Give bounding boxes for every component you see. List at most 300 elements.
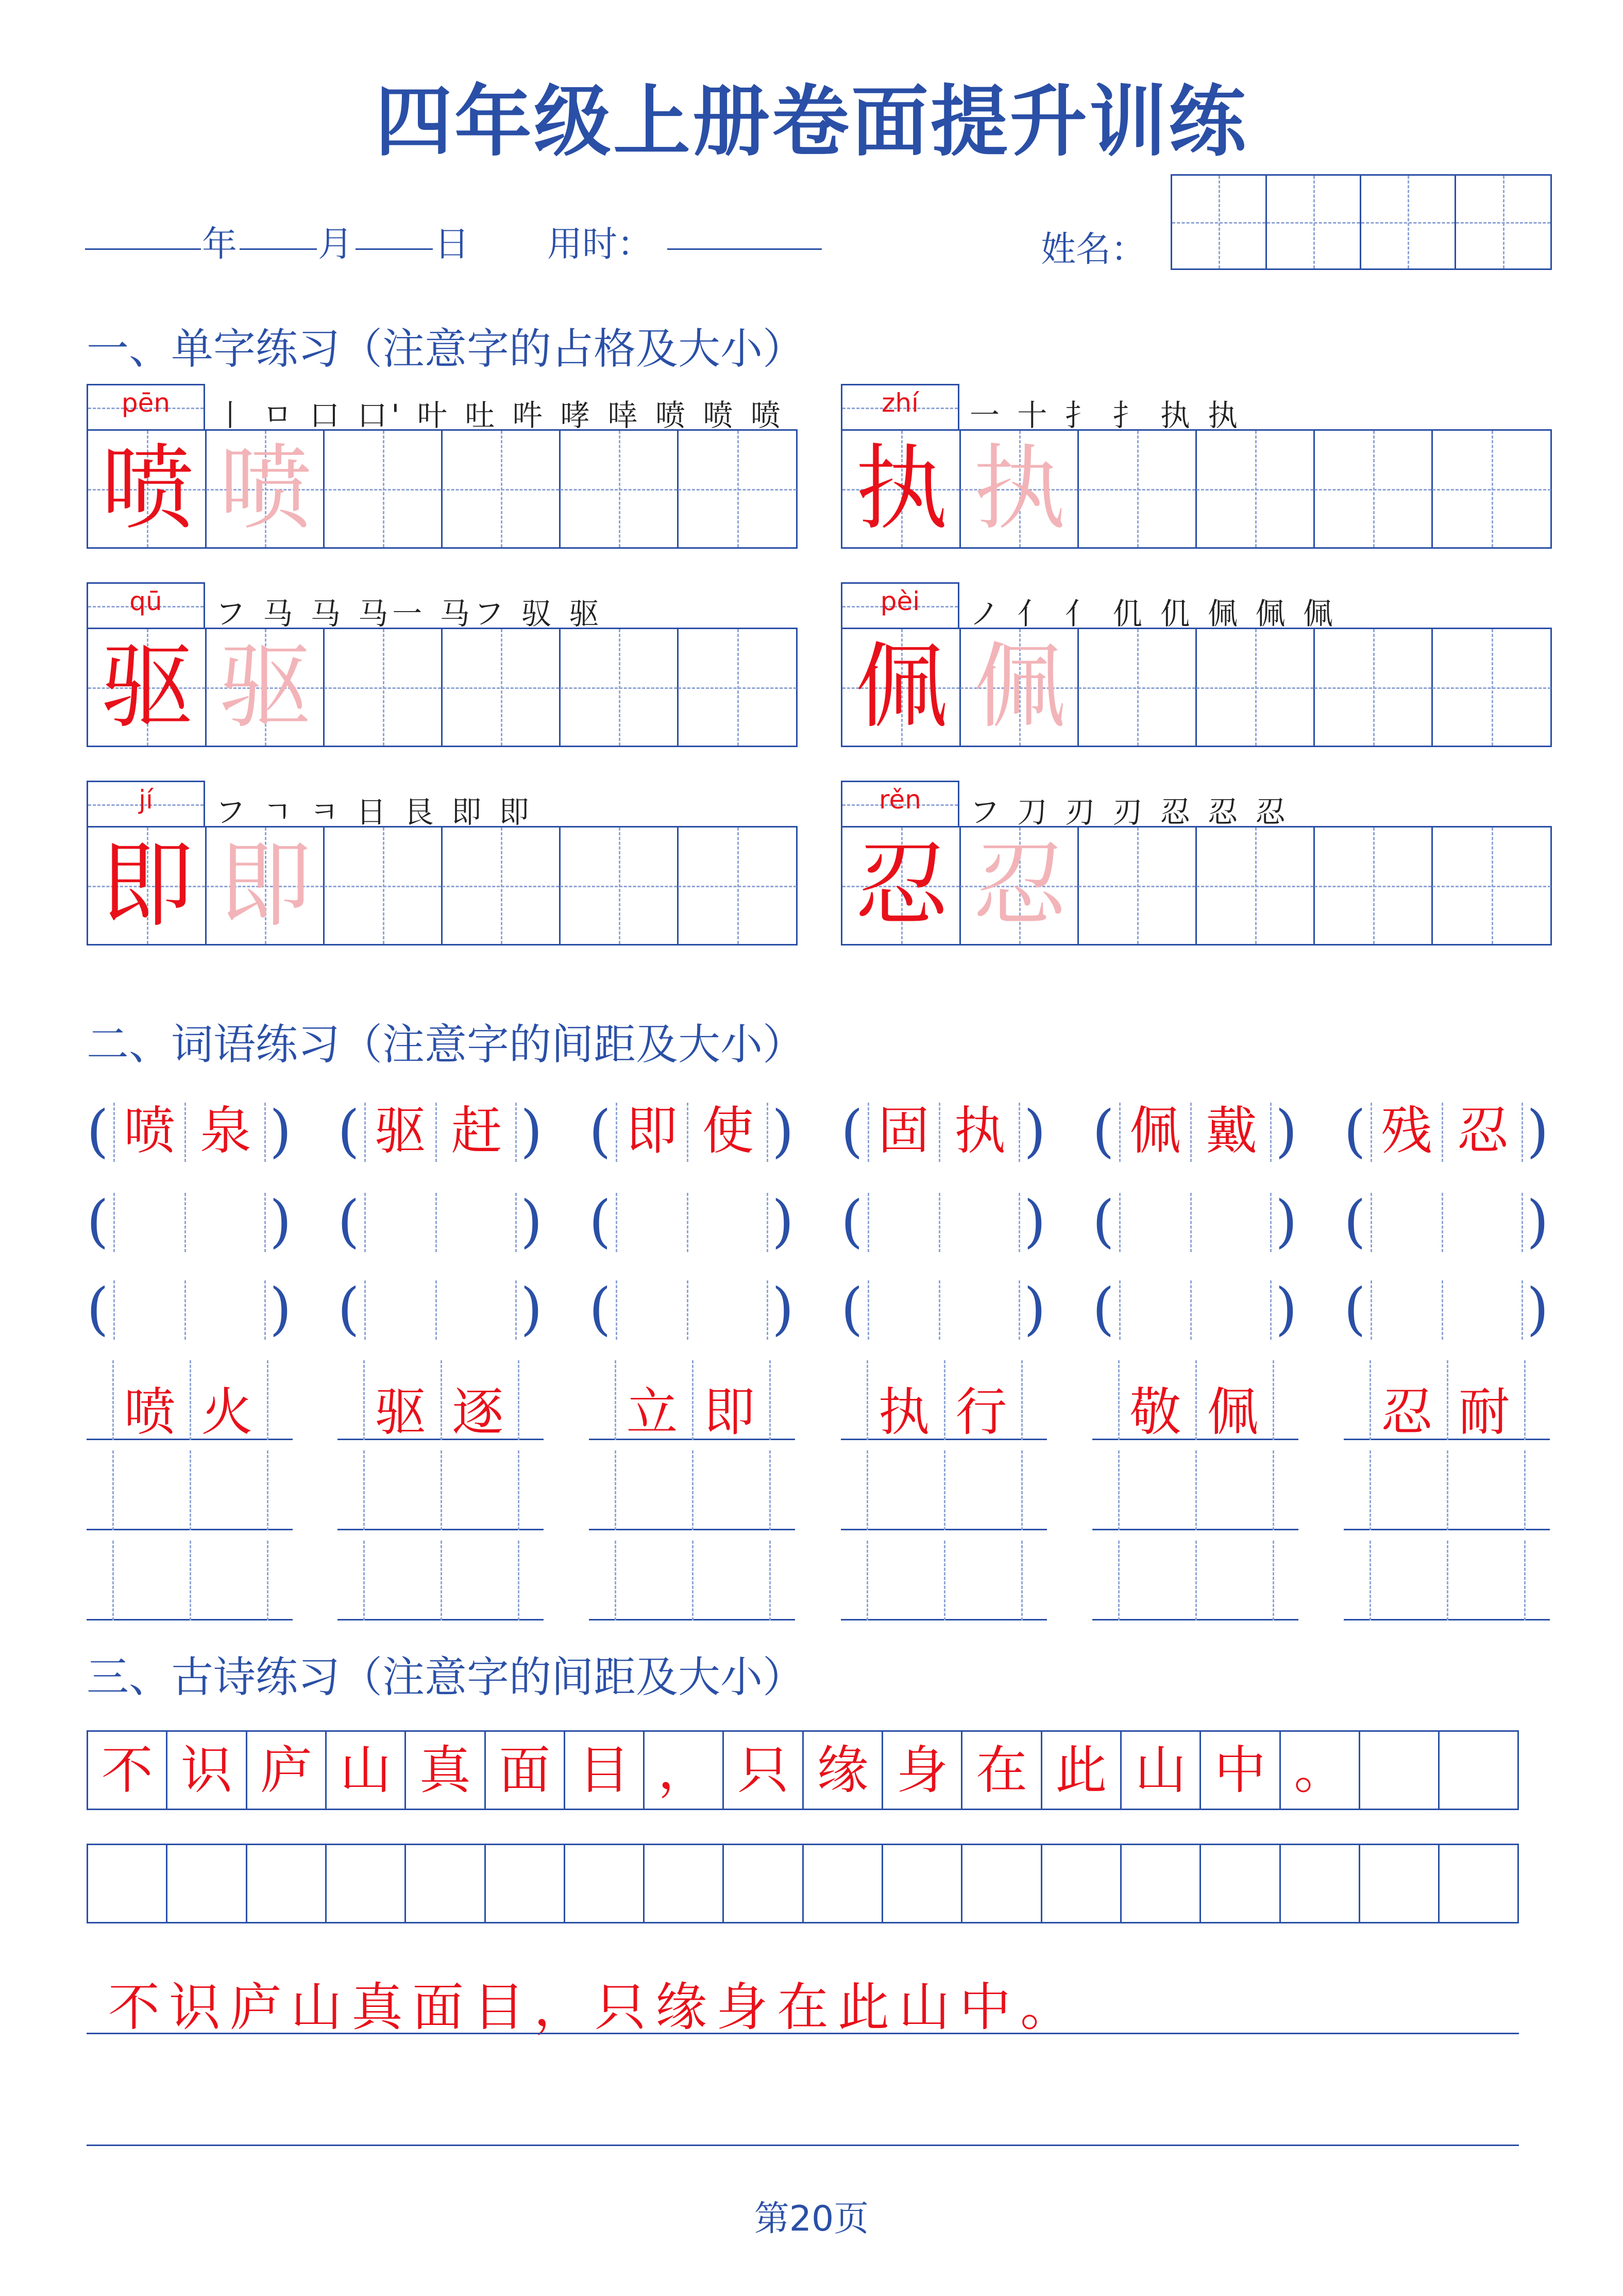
poem-line-text: 不识庐山真面目，只缘身在此山中。 xyxy=(108,1977,1081,2037)
poem-blank-cell[interactable] xyxy=(962,1845,1042,1922)
word-line-guide xyxy=(267,1360,268,1440)
word-char: 喷 xyxy=(124,1101,175,1161)
left-paren: ( xyxy=(1344,1188,1366,1254)
month-label: 月 xyxy=(318,224,353,265)
name-grid[interactable] xyxy=(1171,174,1552,270)
word-line-guide xyxy=(1524,1360,1526,1440)
word-char: 即 xyxy=(626,1101,678,1161)
paren-divider-guide xyxy=(184,1280,186,1340)
writing-grid-row xyxy=(87,628,798,747)
name-cell-guide-h xyxy=(1361,222,1455,224)
word-paren-group[interactable] xyxy=(1344,1275,1550,1342)
trace-character: 忍 xyxy=(973,832,1066,939)
paren-divider-guide xyxy=(939,1193,940,1252)
word-char: 固 xyxy=(878,1101,929,1161)
word-char: 佩 xyxy=(1129,1101,1181,1161)
word-line-group[interactable] xyxy=(841,1450,1047,1530)
paren-divider-guide xyxy=(1521,1193,1523,1252)
poem-char-cell: 面 xyxy=(486,1732,565,1809)
name-cell[interactable] xyxy=(1172,176,1267,268)
stroke-order: ノ 亻 ⺅ 仉 仉 佩 佩 佩 xyxy=(970,596,1338,631)
word-line-guide xyxy=(692,1360,694,1440)
writing-grid-row xyxy=(87,826,798,946)
word-line-guide xyxy=(1273,1541,1274,1620)
poem-blank-cell[interactable] xyxy=(1360,1732,1440,1809)
word-paren-group[interactable] xyxy=(337,1188,544,1255)
blank-writing-cell[interactable] xyxy=(1196,828,1315,944)
left-paren: ( xyxy=(841,1188,863,1254)
right-paren: ) xyxy=(1527,1098,1549,1164)
word-char: 敬 xyxy=(1129,1382,1181,1442)
word-line-group xyxy=(337,1360,544,1440)
left-paren: ( xyxy=(589,1276,611,1342)
word-line-guide xyxy=(190,1541,191,1620)
word-line-guide xyxy=(1524,1450,1526,1530)
trace-character: 喷 xyxy=(218,435,312,543)
blank-writing-cell[interactable] xyxy=(1314,629,1433,746)
right-paren: ) xyxy=(772,1188,794,1254)
word-paren-group[interactable] xyxy=(589,1275,795,1342)
word-line-guide xyxy=(769,1450,771,1530)
paren-divider-guide xyxy=(113,1193,115,1252)
pinyin-text: rěn xyxy=(879,785,921,815)
right-paren: ) xyxy=(1024,1276,1046,1342)
word-paren-group xyxy=(841,1098,1047,1164)
right-paren: ) xyxy=(269,1188,292,1254)
poem-blank-cell[interactable] xyxy=(1440,1845,1519,1922)
left-paren: ( xyxy=(841,1098,863,1164)
poem-char-cell: 庐 xyxy=(247,1732,327,1809)
paren-divider-guide xyxy=(1119,1193,1121,1252)
word-line-guide xyxy=(1021,1360,1023,1440)
pinyin-text: zhí xyxy=(882,388,919,418)
paren-divider-guide xyxy=(1019,1103,1020,1162)
poem-blank-cell[interactable] xyxy=(724,1845,803,1922)
left-paren: ( xyxy=(589,1188,611,1254)
poem-blank-cell[interactable] xyxy=(565,1845,645,1922)
word-char: 行 xyxy=(955,1382,1007,1442)
word-char: 泉 xyxy=(200,1101,251,1161)
paren-divider-guide xyxy=(1019,1280,1020,1340)
paren-divider-guide xyxy=(687,1280,688,1340)
paren-divider-guide xyxy=(1521,1103,1523,1162)
right-paren: ) xyxy=(1275,1276,1297,1342)
name-cell[interactable] xyxy=(1361,176,1456,268)
right-paren: ) xyxy=(1527,1276,1549,1342)
word-line-guide xyxy=(1370,1541,1371,1620)
poem-blank-cell[interactable] xyxy=(1360,1845,1440,1922)
word-paren-group xyxy=(337,1098,544,1164)
sample-cell xyxy=(88,828,207,944)
word-line-group[interactable] xyxy=(87,1450,293,1530)
poem-blank-cell[interactable] xyxy=(247,1845,327,1922)
left-paren: ( xyxy=(337,1188,360,1254)
right-paren: ) xyxy=(520,1188,543,1254)
right-paren: ) xyxy=(1527,1188,1549,1254)
poem-blank-cell[interactable] xyxy=(1201,1845,1280,1922)
word-line-guide xyxy=(769,1541,771,1620)
left-paren: ( xyxy=(1344,1098,1366,1164)
paren-divider-guide xyxy=(113,1280,115,1340)
paren-divider-guide xyxy=(264,1103,266,1162)
poem-blank-cell[interactable] xyxy=(88,1845,167,1922)
word-line-guide xyxy=(692,1541,694,1620)
word-line-guide xyxy=(1195,1360,1197,1440)
right-paren: ) xyxy=(520,1276,543,1342)
poem-writing-line-1[interactable] xyxy=(87,2033,1519,2034)
paren-divider-guide xyxy=(687,1193,688,1252)
poem-blank-cell[interactable] xyxy=(1440,1732,1519,1809)
word-paren-group[interactable] xyxy=(1344,1188,1550,1255)
word-line-guide xyxy=(1447,1450,1448,1530)
name-cell-guide-h xyxy=(1456,222,1551,224)
word-line-guide xyxy=(769,1360,771,1440)
word-line-guide xyxy=(1370,1360,1371,1440)
blank-writing-cell[interactable] xyxy=(1432,431,1551,547)
model-character: 喷 xyxy=(100,435,194,543)
blank-writing-cell[interactable] xyxy=(678,629,797,746)
left-paren: ( xyxy=(87,1276,109,1342)
paren-divider-guide xyxy=(868,1193,869,1252)
word-char: 戴 xyxy=(1206,1101,1257,1161)
word-line-group[interactable] xyxy=(337,1450,544,1530)
word-char: 立 xyxy=(626,1382,678,1442)
section3-heading: 三、古诗练习（注意字的间距及大小） xyxy=(87,1653,805,1702)
word-line-guide xyxy=(441,1360,442,1440)
poem-writing-line-2[interactable] xyxy=(87,2145,1519,2146)
page-title: 四年级上册卷面提升训练 xyxy=(375,77,1248,167)
word-char: 残 xyxy=(1381,1101,1432,1161)
sample-cell xyxy=(960,828,1079,944)
name-cell-guide-h xyxy=(1172,222,1265,224)
blank-writing-cell[interactable] xyxy=(442,629,561,746)
right-paren: ) xyxy=(269,1098,292,1164)
paren-divider-guide xyxy=(767,1280,768,1340)
word-paren-group xyxy=(1092,1098,1298,1164)
sample-cell xyxy=(960,431,1079,547)
blank-writing-cell[interactable] xyxy=(324,828,443,944)
word-char: 执 xyxy=(954,1101,1006,1161)
poem-blank-cell[interactable] xyxy=(406,1845,485,1922)
blank-writing-cell[interactable] xyxy=(442,828,561,944)
poem-blank-cell[interactable] xyxy=(1042,1845,1122,1922)
paren-divider-guide xyxy=(515,1280,517,1340)
word-line-guide xyxy=(267,1541,268,1620)
word-line-group[interactable] xyxy=(589,1450,795,1530)
word-line-group xyxy=(1092,1360,1298,1440)
year-field[interactable] xyxy=(85,248,201,250)
blank-writing-cell[interactable] xyxy=(1314,431,1433,547)
paren-divider-guide xyxy=(1521,1280,1523,1340)
poem-blank-cell[interactable] xyxy=(486,1845,565,1922)
sample-cell xyxy=(88,431,207,547)
word-line-guide xyxy=(944,1360,945,1440)
poem-char-cell: 真 xyxy=(406,1732,485,1809)
pinyin-text: jí xyxy=(139,785,153,815)
word-line-group[interactable] xyxy=(1092,1541,1298,1620)
writing-grid-row xyxy=(87,429,798,549)
word-char: 驱 xyxy=(375,1101,426,1161)
poem-blank-cell[interactable] xyxy=(645,1845,724,1922)
name-cell[interactable] xyxy=(1456,176,1551,268)
blank-writing-cell[interactable] xyxy=(678,431,797,547)
left-paren: ( xyxy=(337,1276,360,1342)
pinyin-text: pēn xyxy=(121,388,171,418)
word-char: 耐 xyxy=(1458,1382,1510,1442)
poem-char-cell: 身 xyxy=(883,1732,962,1809)
word-line-group[interactable] xyxy=(1092,1450,1298,1530)
poem-char-cell: 此 xyxy=(1042,1732,1122,1809)
sample-cell xyxy=(842,629,961,746)
word-line-guide xyxy=(1021,1541,1023,1620)
word-line-guide xyxy=(363,1541,365,1620)
word-char: 火 xyxy=(201,1382,253,1442)
word-line-guide xyxy=(1118,1450,1120,1530)
paren-divider-guide xyxy=(1270,1103,1272,1162)
stroke-order: フ ㄱ ㅋ 日 艮 即 即 xyxy=(215,795,533,830)
poem-char-cell: 中 xyxy=(1201,1732,1280,1809)
word-paren-group xyxy=(589,1098,795,1164)
poem-char-cell: 缘 xyxy=(804,1732,883,1809)
char-practice-0 xyxy=(87,384,798,554)
sample-cell xyxy=(206,431,325,547)
word-char: 使 xyxy=(702,1101,754,1161)
poem-char-cell: 不 xyxy=(88,1732,167,1809)
poem-char-cell: 山 xyxy=(327,1732,406,1809)
poem-char-cell: 。 xyxy=(1281,1732,1360,1809)
blank-writing-cell[interactable] xyxy=(1078,431,1197,547)
paren-divider-guide xyxy=(1270,1280,1272,1340)
word-line-guide xyxy=(112,1541,114,1620)
word-line-guide xyxy=(112,1450,114,1530)
day-field[interactable] xyxy=(356,248,433,250)
paren-divider-guide xyxy=(515,1193,517,1252)
word-line-group[interactable] xyxy=(841,1541,1047,1620)
right-paren: ) xyxy=(1275,1188,1297,1254)
word-char: 喷 xyxy=(124,1382,176,1442)
sample-cell xyxy=(842,828,961,944)
left-paren: ( xyxy=(1092,1188,1114,1254)
paren-divider-guide xyxy=(767,1193,768,1252)
word-line-guide xyxy=(518,1541,519,1620)
poem-grid-row-empty[interactable] xyxy=(87,1844,1519,1923)
right-paren: ) xyxy=(1024,1098,1046,1164)
paren-divider-guide xyxy=(264,1193,266,1252)
blank-writing-cell[interactable] xyxy=(442,431,561,547)
word-line-group xyxy=(1344,1360,1550,1440)
stroke-order: フ 刀 刃 刃 忍 忍 忍 xyxy=(970,795,1290,830)
paren-divider-guide xyxy=(364,1193,366,1252)
word-line-guide xyxy=(1524,1541,1526,1620)
poem-char-cell: 只 xyxy=(724,1732,803,1809)
word-line-group[interactable] xyxy=(589,1541,795,1620)
word-line-guide xyxy=(441,1541,442,1620)
paren-divider-guide xyxy=(184,1193,186,1252)
poem-char-cell: 识 xyxy=(167,1732,247,1809)
poem-blank-cell[interactable] xyxy=(327,1845,406,1922)
word-line-guide xyxy=(867,1450,868,1530)
word-char: 驱 xyxy=(375,1382,427,1442)
right-paren: ) xyxy=(520,1098,543,1164)
blank-writing-cell[interactable] xyxy=(1314,828,1433,944)
word-line-group[interactable] xyxy=(1344,1450,1550,1530)
stroke-order: フ 马 马 马一 马フ 驭 驱 xyxy=(215,596,603,631)
month-field[interactable] xyxy=(240,248,317,250)
section2-heading: 二、词语练习（注意字的间距及大小） xyxy=(87,1020,805,1069)
poem-char-cell: 山 xyxy=(1122,1732,1201,1809)
word-char: 忍 xyxy=(1457,1101,1509,1161)
word-line-guide xyxy=(1195,1450,1197,1530)
word-char: 执 xyxy=(878,1382,930,1442)
left-paren: ( xyxy=(1092,1276,1114,1342)
word-line-guide xyxy=(363,1360,365,1440)
char-practice-1 xyxy=(841,384,1552,554)
word-paren-group[interactable] xyxy=(841,1275,1047,1342)
word-line-guide xyxy=(112,1360,114,1440)
word-line-group[interactable] xyxy=(1344,1541,1550,1620)
word-paren-group[interactable] xyxy=(841,1188,1047,1255)
page-number: 第20页 xyxy=(754,2199,869,2239)
word-line-guide xyxy=(615,1450,616,1530)
paren-divider-guide xyxy=(1270,1193,1272,1252)
paren-divider-guide xyxy=(264,1280,266,1340)
word-line-guide xyxy=(190,1360,191,1440)
word-line-guide xyxy=(190,1450,191,1530)
paren-divider-guide xyxy=(939,1280,940,1340)
writing-grid-row xyxy=(841,429,1552,549)
word-line-guide xyxy=(1118,1541,1120,1620)
year-label: 年 xyxy=(202,224,238,265)
paren-divider-guide xyxy=(364,1280,366,1340)
word-line-guide xyxy=(1195,1541,1197,1620)
word-line-guide xyxy=(1273,1360,1274,1440)
time-field[interactable] xyxy=(667,248,822,250)
paren-divider-guide xyxy=(1442,1193,1443,1252)
left-paren: ( xyxy=(87,1098,109,1164)
sample-cell xyxy=(206,629,325,746)
blank-writing-cell[interactable] xyxy=(1196,431,1315,547)
left-paren: ( xyxy=(589,1098,611,1164)
sample-cell xyxy=(88,629,207,746)
poem-blank-cell[interactable] xyxy=(167,1845,247,1922)
word-line-group[interactable] xyxy=(87,1541,293,1620)
word-line-group[interactable] xyxy=(337,1541,544,1620)
left-paren: ( xyxy=(87,1188,109,1254)
char-practice-3 xyxy=(841,582,1552,752)
word-paren-group[interactable] xyxy=(87,1188,293,1255)
word-line-guide xyxy=(692,1450,694,1530)
word-line-guide xyxy=(518,1450,519,1530)
trace-character: 即 xyxy=(218,832,312,939)
word-line-guide xyxy=(615,1541,616,1620)
trace-character: 驱 xyxy=(218,633,312,741)
poem-blank-cell[interactable] xyxy=(804,1845,883,1922)
paren-divider-guide xyxy=(767,1103,768,1162)
word-paren-group[interactable] xyxy=(589,1188,795,1255)
word-line-guide xyxy=(1021,1450,1023,1530)
paren-divider-guide xyxy=(1190,1280,1192,1340)
word-char: 佩 xyxy=(1207,1382,1259,1442)
word-line-guide xyxy=(441,1450,442,1530)
blank-writing-cell[interactable] xyxy=(560,828,679,944)
word-char: 即 xyxy=(703,1382,755,1442)
blank-writing-cell[interactable] xyxy=(324,629,443,746)
right-paren: ) xyxy=(1024,1188,1046,1254)
word-line-guide xyxy=(1118,1360,1120,1440)
paren-divider-guide xyxy=(1119,1280,1121,1340)
right-paren: ) xyxy=(772,1276,794,1342)
blank-writing-cell[interactable] xyxy=(1078,629,1197,746)
writing-grid-row xyxy=(841,826,1552,946)
name-label: 姓名： xyxy=(1041,229,1146,270)
paren-divider-guide xyxy=(616,1193,617,1252)
poem-char-cell: 在 xyxy=(962,1732,1042,1809)
blank-writing-cell[interactable] xyxy=(1432,828,1551,944)
word-line-guide xyxy=(363,1450,365,1530)
word-line-guide xyxy=(867,1541,868,1620)
poem-blank-cell[interactable] xyxy=(1122,1845,1201,1922)
blank-writing-cell[interactable] xyxy=(1078,828,1197,944)
blank-writing-cell[interactable] xyxy=(1432,629,1551,746)
stroke-order: 丨 ㅁ 口 口' 叶 吐 吽 哮 啈 喷 喷 喷 xyxy=(215,398,785,433)
model-character: 执 xyxy=(855,435,948,543)
blank-writing-cell[interactable] xyxy=(678,828,797,944)
word-paren-group xyxy=(87,1098,293,1164)
word-paren-group[interactable] xyxy=(87,1275,293,1342)
poem-char-cell: 目 xyxy=(565,1732,645,1809)
word-paren-group[interactable] xyxy=(337,1275,544,1342)
paren-divider-guide xyxy=(1371,1193,1372,1252)
time-label: 用时： xyxy=(547,224,653,265)
word-paren-group[interactable] xyxy=(1092,1188,1298,1255)
word-line-guide xyxy=(944,1541,945,1620)
word-char: 逐 xyxy=(452,1382,504,1442)
word-line-guide xyxy=(944,1450,945,1530)
left-paren: ( xyxy=(1344,1276,1366,1342)
paren-divider-guide xyxy=(1442,1280,1443,1340)
left-paren: ( xyxy=(337,1098,360,1164)
left-paren: ( xyxy=(1092,1098,1114,1164)
paren-divider-guide xyxy=(616,1280,617,1340)
sample-cell xyxy=(842,431,961,547)
writing-grid-row xyxy=(841,628,1552,747)
word-paren-group[interactable] xyxy=(1092,1275,1298,1342)
pinyin-text: pèi xyxy=(880,586,920,616)
blank-writing-cell[interactable] xyxy=(1196,629,1315,746)
char-practice-2 xyxy=(87,582,798,752)
name-cell[interactable] xyxy=(1267,176,1362,268)
right-paren: ) xyxy=(1275,1098,1297,1164)
poem-blank-cell[interactable] xyxy=(883,1845,962,1922)
word-line-guide xyxy=(267,1450,268,1530)
poem-blank-cell[interactable] xyxy=(1281,1845,1360,1922)
char-practice-4 xyxy=(87,781,798,951)
right-paren: ) xyxy=(269,1276,292,1342)
word-line-group xyxy=(841,1360,1047,1440)
name-cell-guide-h xyxy=(1267,222,1360,224)
sample-cell xyxy=(206,828,325,944)
blank-writing-cell[interactable] xyxy=(560,629,679,746)
paren-divider-guide xyxy=(435,1280,437,1340)
blank-writing-cell[interactable] xyxy=(560,431,679,547)
right-paren: ) xyxy=(772,1098,794,1164)
trace-character: 佩 xyxy=(973,633,1066,741)
paren-divider-guide xyxy=(1190,1193,1192,1252)
word-line-guide xyxy=(1447,1360,1448,1440)
blank-writing-cell[interactable] xyxy=(324,431,443,547)
model-character: 忍 xyxy=(855,832,948,939)
model-character: 驱 xyxy=(100,633,194,741)
